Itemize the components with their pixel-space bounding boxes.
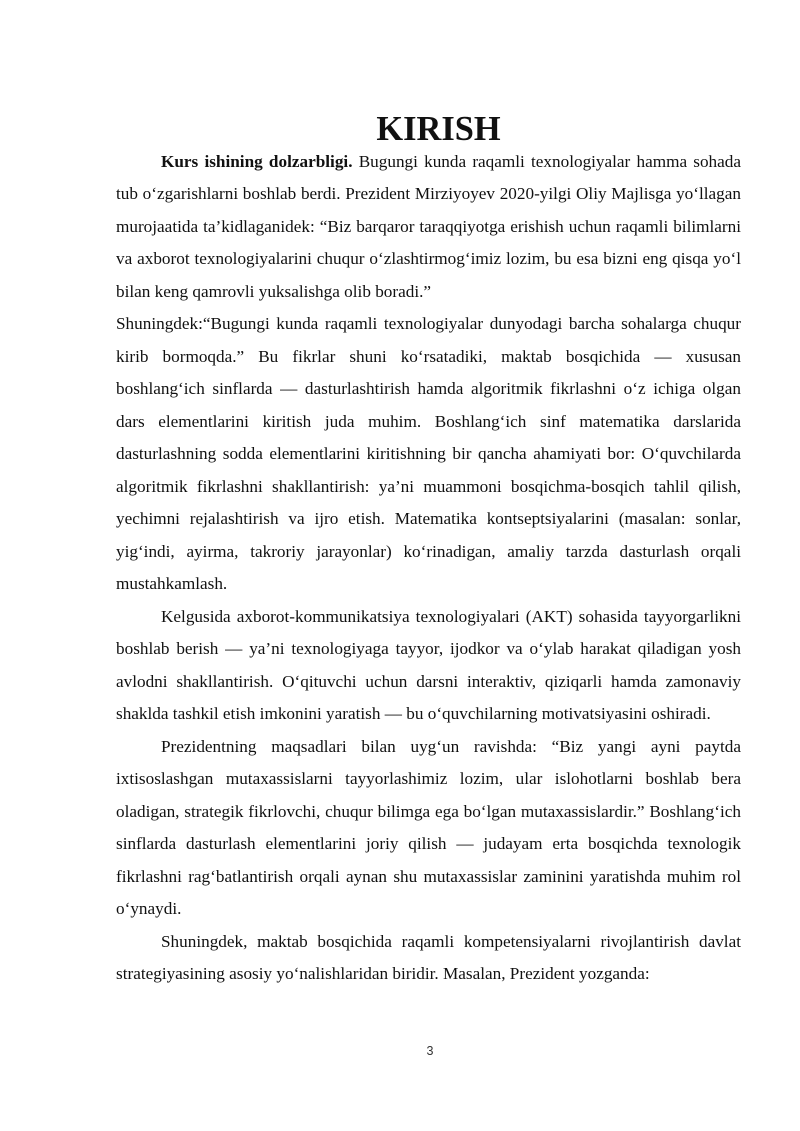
paragraph-competencies: Shuningdek, maktab bosqichida raqamli kompetensiyalarni rivojlantirish davlat strategiyasining asosiy yo‘nalishlaridan biridir. Masalan, Prezident yozganda: xyxy=(116,931,741,983)
paragraph-relevance xyxy=(116,146,741,309)
paragraph-president-goals: Prezidentning maqsadlari bilan uyg‘un ravishda: “Biz yangi ayni paytda ixtisoslashgan mutaxassislarni tayyorlashimiz lozim, ular islohotlarni boshlab bera oladigan, strategik fikrlovchi, chuqur bilimga ega bo‘lgan mutaxassislardir.” Boshlang‘ich sinflarda dasturlash elementlarini joriy qilish — judayam erta bosqichda texnologik fikrlashni rag‘batlantirish orqali aynan shu mutaxassislar zaminini yaratishda muhim rol o‘ynaydi. xyxy=(116,736,741,918)
page-body xyxy=(116,110,742,991)
paragraph-lead: Kurs ishining dolzarbligi. xyxy=(161,151,353,171)
paragraph-digital-tech: Shuningdek:“Bugungi kunda raqamli texnologiyalar dunyodagi barcha sohalarga chuqur kirib bormoqda.” Bu fikrlar shuni ko‘rsatadiki, maktab bosqichida — xususan boshlang‘ich sinflarda — dasturlashtirish hamda algoritmik fikrlashni o‘z ichiga olgan dars elementlarini kiritish juda muhim. Boshlang‘ich sinf matematika darslarida dasturlashning sodda elementlarini kiritishning bir qancha ahamiyati bor: O‘quvchilarda algoritmik fikrlashni shakllantirish: ya’ni muammoni bosqichma-bosqich tahlil qilish, yechimni rejalashtirish va ijro etish. Matematika kontseptsiyalarini (masalan: sonlar, yig‘indi, ayirma, takroriy jarayonlar) ko‘rinadigan, amaliy tarzda dasturlash orqali mustahkamlash. xyxy=(116,314,741,593)
section-heading: KIRISH xyxy=(376,110,501,148)
page-number: 3 xyxy=(426,1044,434,1058)
paragraph-ict: Kelgusida axborot-kommunikatsiya texnologiyalari (AKT) sohasida tayyorgarlikni boshlab berish — ya’ni texnologiyaga tayyor, ijodkor va o‘ylab harakat qiladigan yosh avlodni shakllantirish. O‘qituvchi uchun darsni interaktiv, qiziqarli hamda zamonaviy shaklda tashkil etish imkonini yaratish — bu o‘quvchilarning motivatsiyasini oshiradi. xyxy=(116,606,741,723)
paragraph-text: Bugungi kunda raqamli texnologiyalar hamma sohada tub o‘zgarishlarni boshlab berdi. Prezident Mirziyoyev 2020-yilgi Oliy Majlisga yo‘llagan murojaatida ta’kidlaganidek: “Biz barqaror taraqqiyotga erishish uchun raqamli bilimlarni va axborot texnologiyalarini chuqur o‘zlashtirmog‘imiz lozim, bu esa bizni eng qisqa yo‘l bilan keng qamrovli yuksalishga olib boradi.” xyxy=(116,151,742,301)
